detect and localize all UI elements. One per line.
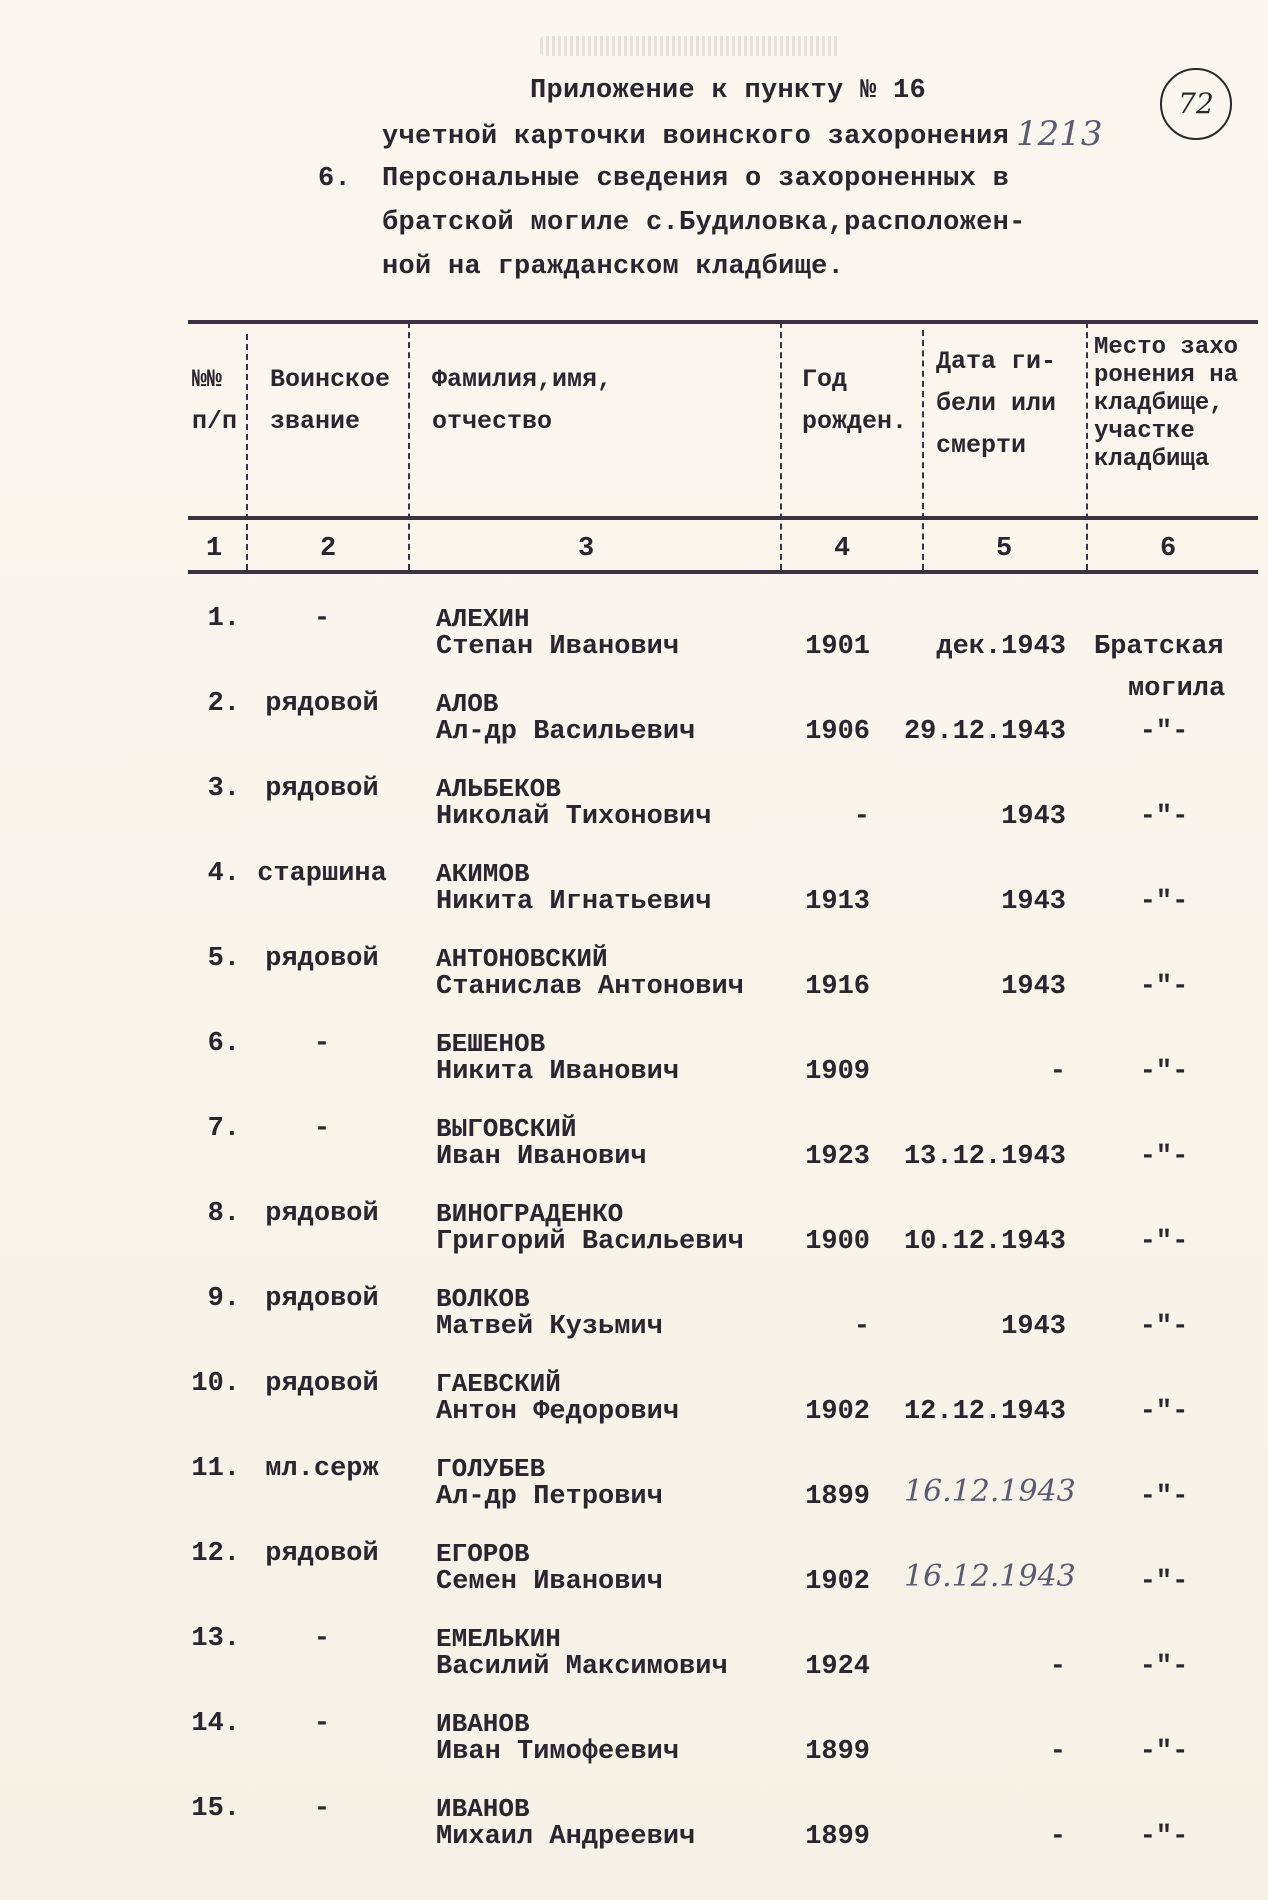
column-number-4: 4 — [834, 534, 851, 564]
column-divider-5 — [1086, 322, 1088, 570]
header-col-5-line-1: Дата ги- — [936, 347, 1057, 376]
surname: ЕМЕЛЬКИН — [436, 1624, 561, 1654]
header-col-3-line-2: отчество — [432, 407, 553, 436]
row-number: 6. — [207, 1029, 240, 1059]
row-number: 11. — [191, 1454, 240, 1484]
given-names: Иван Тимофеевич — [436, 1737, 680, 1767]
given-names: Иван Иванович — [436, 1142, 647, 1172]
header-col-6-line-4: участке — [1094, 418, 1195, 445]
birth-year: 1923 — [805, 1142, 870, 1172]
column-number-1: 1 — [206, 534, 223, 564]
header-col-1-line-2: п/п — [192, 407, 238, 436]
surname: АЛОВ — [436, 689, 499, 719]
given-names: Никита Игнатьевич — [436, 887, 712, 917]
burial-place-ditto: -"- — [1139, 972, 1189, 1002]
given-names: Ал-др Васильевич — [436, 717, 696, 747]
birth-year: 1900 — [805, 1227, 870, 1257]
given-names: Степан Иванович — [436, 632, 680, 662]
birth-year: 1906 — [805, 717, 870, 747]
row-number: 12. — [191, 1539, 240, 1569]
row-number: 9. — [207, 1284, 240, 1314]
given-names: Станислав Антонович — [436, 972, 744, 1002]
header-col-3-line-1: Фамилия,имя, — [432, 365, 613, 394]
handwritten-card-number: 1213 — [1016, 114, 1103, 154]
death-date: 1943 — [1001, 887, 1066, 917]
burial-place-ditto: -"- — [1139, 802, 1189, 832]
surname: БЕШЕНОВ — [436, 1029, 546, 1059]
surname: ГОЛУБЕВ — [436, 1454, 546, 1484]
column-number-6: 6 — [1160, 534, 1177, 564]
death-date: - — [1049, 1737, 1066, 1767]
header-line-5: ной на гражданском кладбище. — [382, 252, 845, 282]
surname: ВЫГОВСКИЙ — [436, 1114, 577, 1144]
birth-year: 1916 — [805, 972, 870, 1002]
column-divider-2 — [408, 322, 410, 570]
row-number: 3. — [207, 774, 240, 804]
burial-place-ditto: -"- — [1139, 1142, 1189, 1172]
header-line-3: Персональные сведения о захороненных в — [382, 164, 1010, 194]
given-names: Ал-др Петрович — [436, 1482, 663, 1512]
burial-place-ditto: -"- — [1139, 1737, 1189, 1767]
burial-place-ditto: -"- — [1139, 1567, 1189, 1597]
birth-year: - — [853, 802, 870, 832]
surname: ВИНОГРАДЕНКО — [436, 1199, 624, 1229]
surname: АЛЬБЕКОВ — [436, 774, 561, 804]
given-names: Матвей Кузьмич — [436, 1312, 663, 1342]
header-col-4-line-1: Год — [802, 365, 848, 394]
column-number-5: 5 — [996, 534, 1013, 564]
military-rank: - — [313, 1794, 331, 1824]
column-divider-3 — [780, 322, 782, 570]
burial-place-ditto: -"- — [1139, 717, 1189, 747]
row-number: 10. — [191, 1369, 240, 1399]
military-rank: рядовой — [265, 774, 379, 804]
surname: ИВАНОВ — [436, 1709, 530, 1739]
burial-place-ditto: -"- — [1139, 1312, 1189, 1342]
header-line-2: учетной карточки воинского захоронения — [382, 122, 1010, 152]
header-col-5-line-2: бели или — [936, 389, 1057, 418]
row-number: 2. — [207, 689, 240, 719]
burial-place-ditto: -"- — [1139, 1057, 1189, 1087]
surname: АНТОНОВСКИЙ — [436, 944, 608, 974]
birth-year: 1899 — [805, 1482, 870, 1512]
burial-place-line-2: могила — [1128, 674, 1226, 704]
row-number: 14. — [191, 1709, 240, 1739]
row-number: 8. — [207, 1199, 240, 1229]
military-rank: рядовой — [265, 689, 379, 719]
military-rank: - — [313, 604, 331, 634]
death-date: 1943 — [1001, 1312, 1066, 1342]
surname: АЛЕХИН — [436, 604, 530, 634]
row-number: 4. — [207, 859, 240, 889]
death-date: 13.12.1943 — [903, 1142, 1066, 1172]
military-rank: старшина — [257, 859, 387, 889]
military-rank: - — [313, 1029, 331, 1059]
birth-year: 1902 — [805, 1567, 870, 1597]
birth-year: - — [853, 1312, 870, 1342]
death-date: 29.12.1943 — [903, 717, 1066, 747]
birth-year: 1899 — [805, 1737, 870, 1767]
header-line-4: братской могиле с.Будиловка,расположен- — [382, 208, 1026, 238]
military-rank: рядовой — [265, 944, 379, 974]
birth-year: 1909 — [805, 1057, 870, 1087]
header-bottom-rule — [188, 516, 1258, 520]
military-rank: рядовой — [265, 1369, 379, 1399]
surname: АКИМОВ — [436, 859, 530, 889]
given-names: Василий Максимович — [436, 1652, 728, 1682]
given-names: Михаил Андреевич — [436, 1822, 696, 1852]
column-number-rule — [188, 570, 1258, 574]
military-rank: - — [313, 1114, 331, 1144]
surname: ЕГОРОВ — [436, 1539, 530, 1569]
burial-place-ditto: -"- — [1139, 1482, 1189, 1512]
row-number: 13. — [191, 1624, 240, 1654]
military-rank: - — [313, 1709, 331, 1739]
column-divider-4 — [922, 330, 924, 570]
given-names: Антон Федорович — [436, 1397, 680, 1427]
row-number: 15. — [191, 1794, 240, 1824]
death-date: 1943 — [1001, 972, 1066, 1002]
header-line-1: Приложение к пункту № 16 — [530, 76, 927, 106]
handwritten-death-date: 16.12.1943 — [904, 1474, 1076, 1509]
death-date: 12.12.1943 — [903, 1397, 1066, 1427]
column-divider-1 — [246, 334, 248, 570]
military-rank: рядовой — [265, 1199, 379, 1229]
header-col-1-line-1: №№ — [192, 365, 223, 394]
row-number: 5. — [207, 944, 240, 974]
burial-place: Братская — [1094, 632, 1224, 662]
death-date: 10.12.1943 — [903, 1227, 1066, 1257]
military-rank: рядовой — [265, 1539, 379, 1569]
given-names: Григорий Васильевич — [436, 1227, 744, 1257]
death-date: - — [1049, 1652, 1066, 1682]
header-col-4-line-2: рожден. — [802, 407, 908, 436]
section-number: 6. — [318, 164, 352, 194]
death-date: 1943 — [1001, 802, 1066, 832]
burial-place-ditto: -"- — [1139, 1227, 1189, 1257]
birth-year: 1899 — [805, 1822, 870, 1852]
military-rank: рядовой — [265, 1284, 379, 1314]
military-rank: - — [313, 1624, 331, 1654]
handwritten-death-date: 16.12.1943 — [904, 1559, 1076, 1594]
given-names: Николай Тихонович — [436, 802, 712, 832]
surname: ИВАНОВ — [436, 1794, 530, 1824]
surname: ГАЕВСКИЙ — [436, 1369, 561, 1399]
surname: ВОЛКОВ — [436, 1284, 530, 1314]
header-col-6-line-2: ронения на — [1094, 362, 1239, 389]
row-number: 7. — [207, 1114, 240, 1144]
birth-year: 1913 — [805, 887, 870, 917]
header-col-6-line-3: кладбище, — [1094, 390, 1224, 417]
death-date: - — [1049, 1057, 1066, 1087]
column-number-3: 3 — [578, 534, 595, 564]
birth-year: 1902 — [805, 1397, 870, 1427]
page-number-circle: 72 — [1160, 68, 1232, 140]
header-col-6-line-1: Место захо — [1094, 334, 1239, 361]
burial-place-ditto: -"- — [1139, 887, 1189, 917]
burial-place-ditto: -"- — [1139, 1397, 1189, 1427]
header-col-5-line-3: смерти — [936, 431, 1027, 460]
birth-year: 1924 — [805, 1652, 870, 1682]
header-col-2-line-1: Воинское — [270, 365, 391, 394]
given-names: Семен Иванович — [436, 1567, 663, 1597]
table-top-rule — [188, 320, 1258, 324]
faded-stamp-mark — [540, 36, 840, 56]
burial-place-ditto: -"- — [1139, 1652, 1189, 1682]
birth-year: 1901 — [805, 632, 870, 662]
header-col-2-line-2: звание — [270, 407, 361, 436]
given-names: Никита Иванович — [436, 1057, 680, 1087]
header-col-6-line-5: кладбища — [1094, 446, 1210, 473]
death-date: - — [1049, 1822, 1066, 1852]
row-number: 1. — [207, 604, 240, 634]
column-number-2: 2 — [320, 534, 337, 564]
military-rank: мл.серж — [265, 1454, 379, 1484]
death-date: дек.1943 — [936, 632, 1066, 662]
burial-place-ditto: -"- — [1139, 1822, 1189, 1852]
